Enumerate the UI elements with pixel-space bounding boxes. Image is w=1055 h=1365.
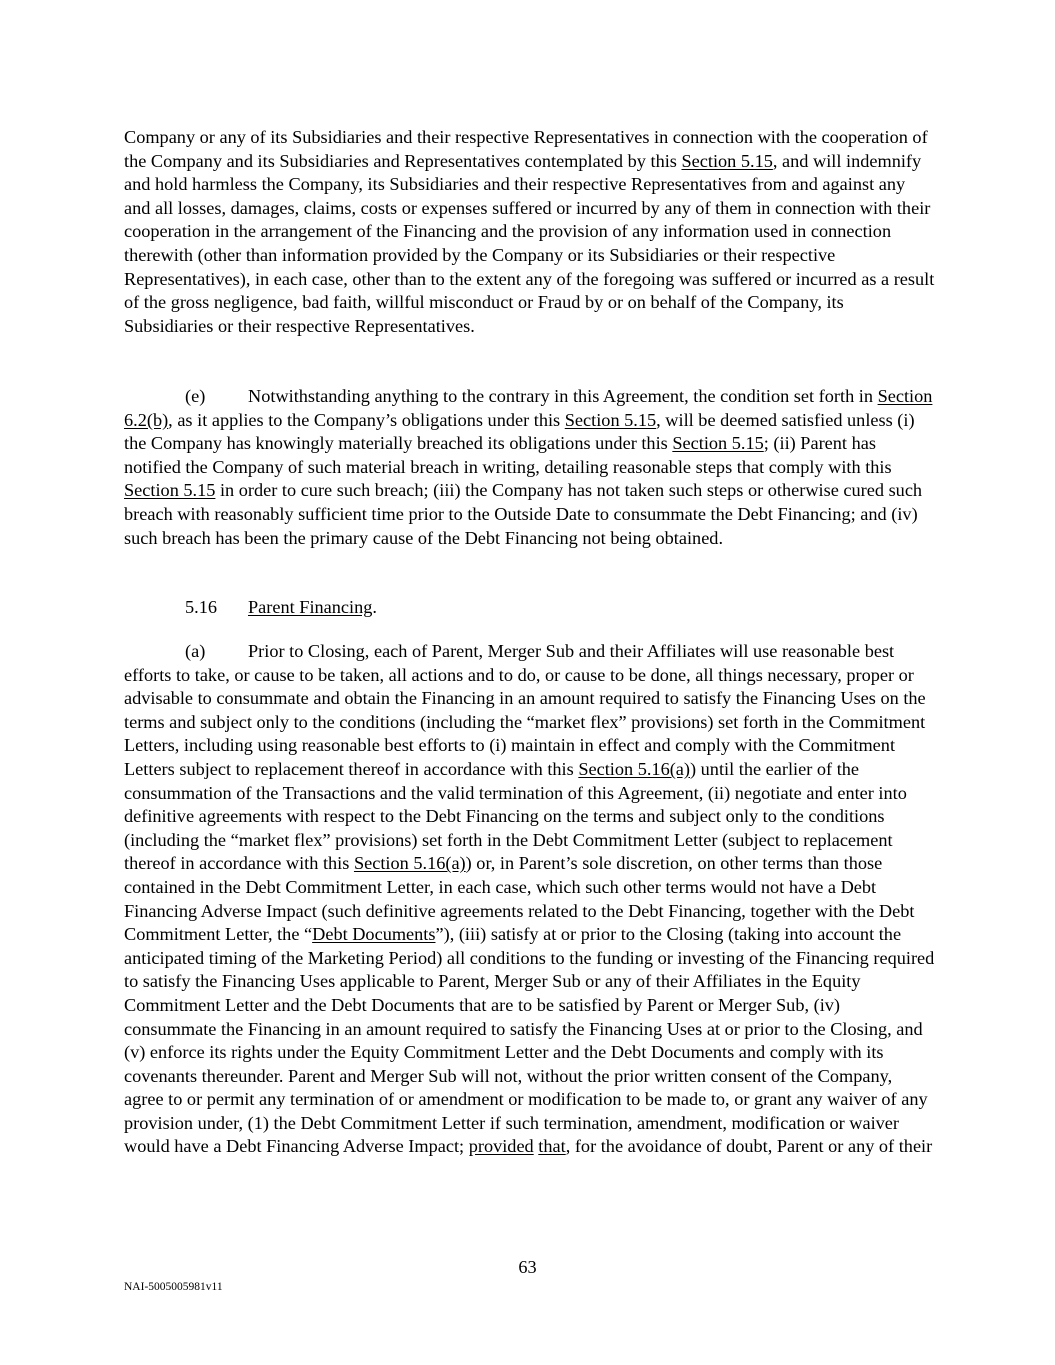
defined-term: Debt Documents — [312, 924, 436, 945]
paragraph-text: Notwithstanding anything to the contrary in this Agreement, the condition set forth in — [248, 386, 878, 406]
paragraph-text: Company or any of its Subsidiaries and their respective Representatives in connection with the cooperation of the Company and its Subsidiaries and Representatives contemplated by this — [124, 127, 928, 171]
section-reference: Section 5.15 — [672, 433, 764, 454]
paragraph-text: ”), (iii) satisfy at or prior to the Closing (taking into account the anticipated timing of the Marketing Period) all conditions to the funding or investing of the Financing required to satisfy the Financing Uses applicable to Parent, Merger Sub or any of their Affiliates in the Equity Commitment Letter and the Debt Documents that are to be satisfied by Parent or Merger Sub, (iv) consummate the Financing in an amount required to satisfy the Financing Uses at or prior to the Closing, and (v) enforce its rights under the Equity Commitment Letter and the Debt Documents and comply with its covenants thereunder. Parent and Merger Sub will not, without the prior written consent of the Company, agree to or permit any termination of or amendment or modification to be made to, or grant any waiver of any provision under, (1) the Debt Commitment Letter if such termination, amendment, modification or waiver would have a Debt Financing Adverse Impact; — [124, 924, 935, 1157]
section-heading: 5.16 Parent Financing. — [124, 596, 936, 620]
defined-term: provided — [468, 1136, 534, 1157]
section-title: Parent Financing — [248, 597, 373, 617]
paragraph-text: , as it applies to the Company’s obligations under this — [168, 409, 565, 430]
section-reference: Section 5.16(a) — [353, 853, 466, 874]
section-reference: Section 5.15 — [564, 409, 657, 430]
paragraph-a — [124, 640, 936, 1159]
paragraph-text: in order to cure such breach; (iii) the Company has not taken such steps or otherwise cured such breach with reasonably sufficient time prior to the Outside Date to consummate the Debt Financing; and (iv) such breach has been the primary cause of the Debt Financing not being obtained. — [124, 480, 923, 548]
section-reference: Section 5.16(a) — [578, 758, 690, 779]
paragraph-text: ) until the earlier of the consummation of the Transactions and the valid termination of this Agreement, (ii) negotiate and enter into definitive agreements with respect to the Debt Financing on the terms and subject only to the conditions (including the “market flex” provisions) set forth in the Debt Commitment Letter (subject to replacement thereof in accordance with this — [124, 758, 907, 874]
paragraph-text: , for the avoidance of doubt, Parent or any of their — [565, 1136, 933, 1157]
paragraph-text: , and will indemnify and hold harmless the Company, its Subsidiaries and their respective Representatives from and against any and all losses, damages, claims, costs or expenses suffered or incurred by any of them in connection with their cooperation in the arrangement of the Financing and the provision of any information used in connection therewith (other than information provided by the Company or its Subsidiaries or their respective Representatives), in each case, other than to the extent any of the foregoing was suffered or incurred as a result of the gross negligence, bad faith, willful misconduct or Fraud by or on behalf of the Company, its Subsidiaries or their respective Representatives. — [124, 150, 935, 336]
page-number: 63 — [518, 1257, 537, 1277]
continuation-paragraph — [124, 126, 936, 338]
paragraph-text: ; (ii) Parent has notified the Company of such material breach in writing, detailing reasonable steps that comply with this — [124, 433, 892, 477]
defined-term: that — [538, 1136, 566, 1157]
section-reference: Section 5.15 — [124, 480, 216, 501]
document-id: NAI-5005005981v11 — [124, 1281, 223, 1293]
paragraph-text: , will be deemed satisfied unless (i) the Company has knowingly materially breached its obligations under this — [124, 409, 915, 454]
paragraph-label: (a) — [185, 641, 206, 661]
paragraph-text: Prior to Closing, each of Parent, Merger Sub and their Affiliates will use reasonable best efforts to take, or cause to be taken, all actions and to do, or cause to be done, all things necessary, proper or advisable to consummate and obtain the Financing in an amount required to satisfy the Financing Uses on the terms and subject only to the conditions (including the “market flex” provisions) set forth in the Commitment Letters, including using reasonable best efforts to (i) maintain in effect and comply with the Commitment Letters subject to replacement thereof in accordance with this — [124, 641, 926, 779]
section-number: 5.16 — [185, 597, 217, 617]
paragraph-text: ) or, in Parent’s sole discretion, on other terms than those contained in the Debt Commitment Letter, in each case, which such other terms would not have a Debt Financing Adverse Impact (such definitive agreements related to the Debt Financing, together with the Debt Commitment Letter, the “ — [124, 853, 915, 945]
paragraph-e — [124, 385, 936, 550]
section-reference: Section 5.15 — [681, 150, 773, 171]
paragraph-label: (e) — [185, 386, 206, 406]
section-reference: Section 6.2(b) — [124, 386, 933, 430]
